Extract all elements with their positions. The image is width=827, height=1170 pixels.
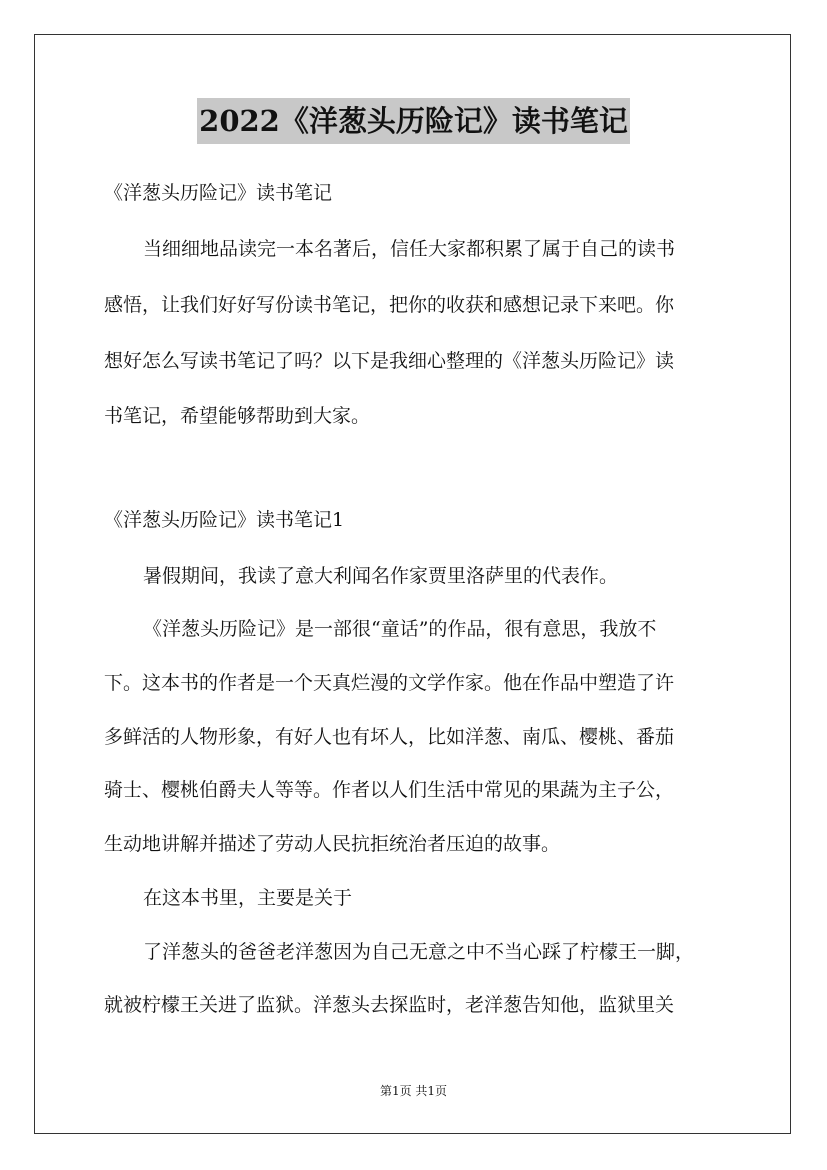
paragraph-line: 多鲜活的人物形象，有好人也有坏人，比如洋葱、南瓜、樱桃、番茄 — [104, 726, 675, 748]
paragraph-line: 当细细地品读完一本名著后，信任大家都积累了属于自己的读书 — [143, 238, 676, 260]
paragraph-line: 想好怎么写读书笔记了吗？以下是我细心整理的《洋葱头历险记》读 — [104, 350, 675, 372]
paragraph-line: 了洋葱头的爸爸老洋葱因为自己无意之中不当心踩了柠檬王一脚， — [143, 941, 695, 963]
paragraph-line: 书笔记，希望能够帮助到大家。 — [104, 405, 371, 427]
paragraph-line: 在这本书里，主要是关于 — [143, 887, 353, 909]
paragraph-line: 骑士、樱桃伯爵夫人等等。作者以人们生活中常见的果蔬为主子公， — [104, 779, 675, 801]
title-container — [0, 98, 827, 144]
paragraph-line: 就被柠檬王关进了监狱。洋葱头去探监时，老洋葱告知他，监狱里关 — [104, 994, 675, 1016]
section-heading: 《洋葱头历险记》读书笔记 — [104, 182, 333, 204]
paragraph-line: 下。这本书的作者是一个天真烂漫的文学作家。他在作品中塑造了许 — [104, 672, 675, 694]
paragraph-line: 暑假期间，我读了意大利闻名作家贾里洛萨里的代表作。 — [143, 565, 619, 587]
page-footer: 第1页 共1页 — [379, 1084, 448, 1098]
paragraph-line: 感悟，让我们好好写份读书笔记，把你的收获和感想记录下来吧。你 — [104, 294, 675, 316]
section-heading: 《洋葱头历险记》读书笔记1 — [104, 509, 345, 531]
paragraph-line: 生动地讲解并描述了劳动人民抗拒统治者压迫的故事。 — [104, 833, 561, 855]
paragraph-line: 《洋葱头历险记》是一部很“童话”的作品，很有意思，我放不 — [143, 618, 657, 640]
document-title: 2022《洋葱头历险记》读书笔记 — [197, 98, 630, 144]
